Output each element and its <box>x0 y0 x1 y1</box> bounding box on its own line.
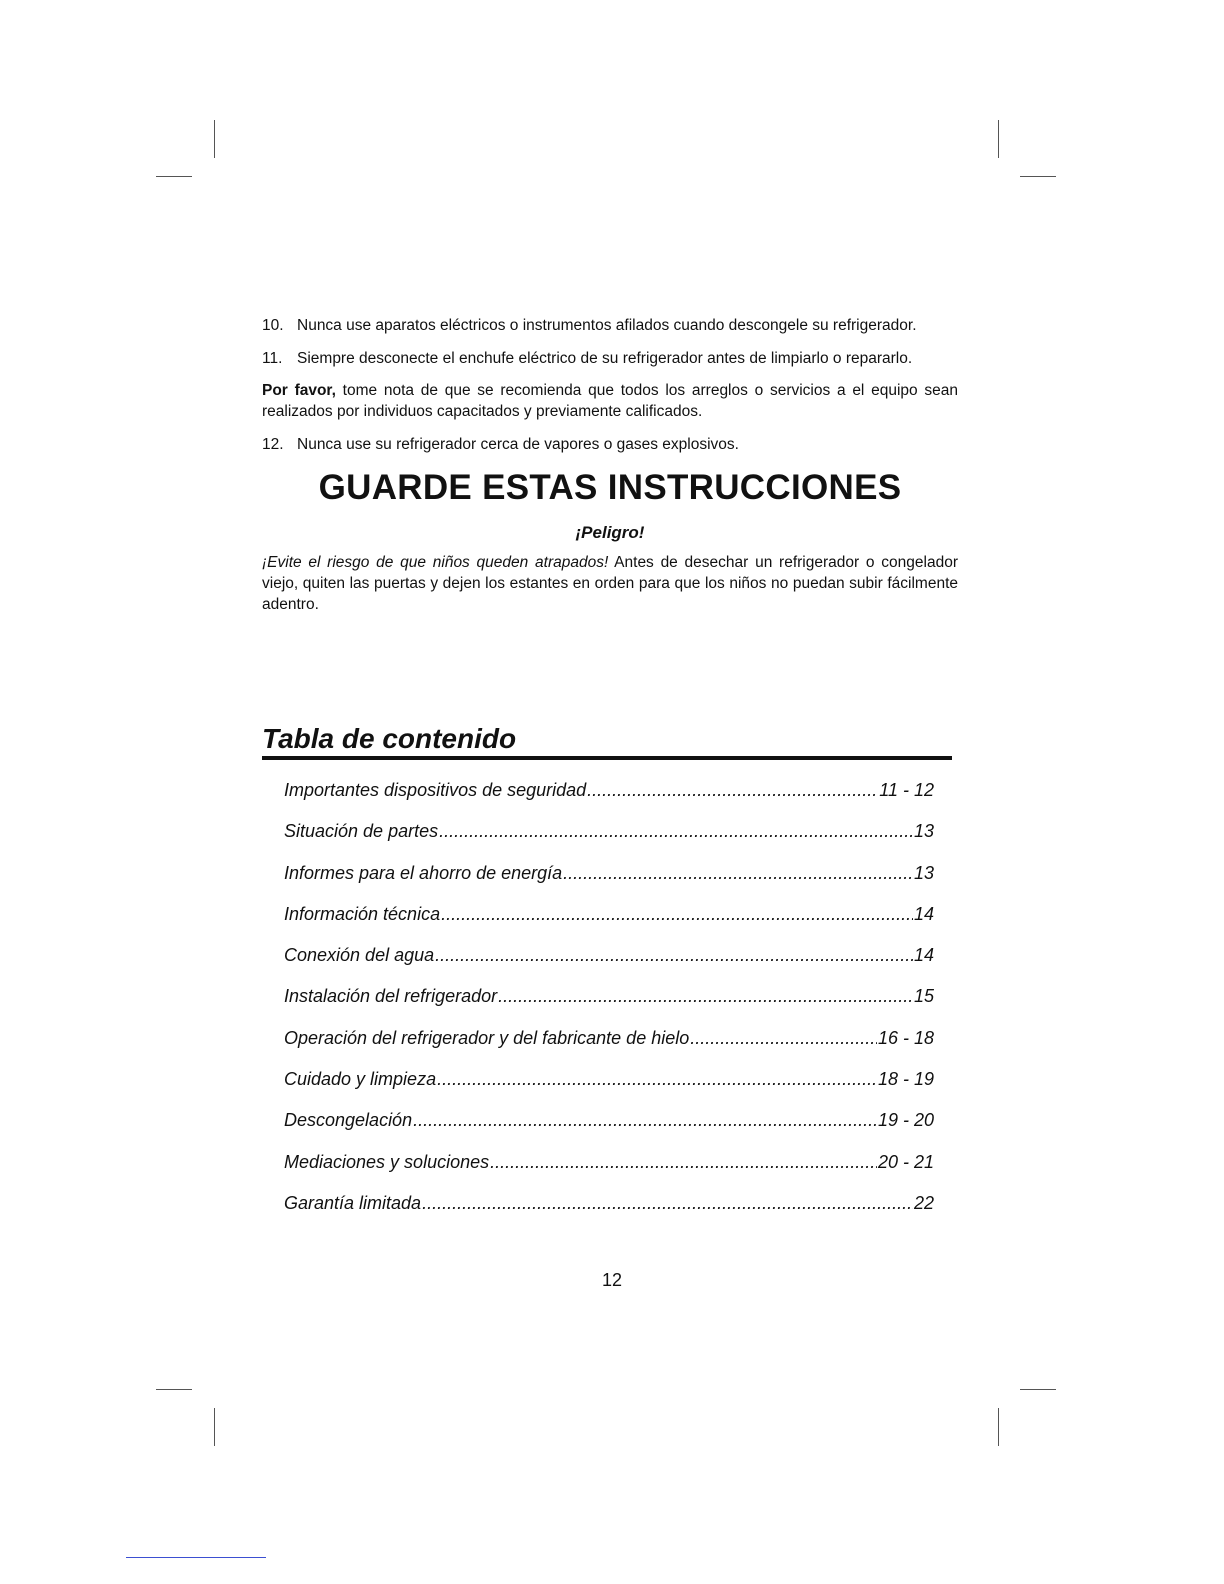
crop-mark <box>998 120 999 158</box>
list-item-text: Nunca use su refrigerador cerca de vapores o gases explosivos. <box>297 436 739 453</box>
toc-entry[interactable] <box>284 941 934 982</box>
toc-entry[interactable] <box>284 900 934 941</box>
service-note-lead: Por favor, <box>262 382 336 399</box>
toc-entry-page: 22 <box>913 1192 934 1213</box>
toc-leader-dots <box>690 1024 877 1052</box>
toc-entry-label: Descongelación <box>284 1110 413 1131</box>
service-note <box>262 380 958 422</box>
crop-mark <box>156 176 192 177</box>
danger-warning-lead: ¡Evite el riesgo de que niños queden atrapados! <box>262 554 609 571</box>
toc-entry-page: 18 - 19 <box>877 1069 934 1090</box>
toc-entry[interactable] <box>284 1106 934 1147</box>
danger-title: ¡Peligro! <box>575 523 645 542</box>
list-item <box>262 433 958 456</box>
page-number: 12 <box>601 1270 623 1290</box>
table-of-contents <box>284 776 934 1230</box>
toc-entry-page: 13 <box>913 821 934 842</box>
toc-entry-page: 14 <box>913 903 934 924</box>
toc-entry-label: Garantía limitada <box>284 1192 422 1213</box>
list-item <box>262 347 958 370</box>
toc-entry-page: 11 - 12 <box>879 780 934 800</box>
page-content <box>262 314 958 615</box>
toc-entry-page: 20 - 21 <box>877 1151 934 1172</box>
toc-entry[interactable] <box>284 1024 934 1065</box>
toc-leader-dots <box>439 817 913 845</box>
toc-entry-label: Informes para el ahorro de energía <box>284 862 563 883</box>
crop-mark <box>214 1408 215 1446</box>
toc-entry-page: 19 - 20 <box>877 1110 934 1131</box>
list-item <box>262 314 958 337</box>
list-item-number: 11. <box>262 350 283 367</box>
save-instructions-heading: GUARDE ESTAS INSTRUCCIONES <box>318 468 902 507</box>
toc-entry[interactable] <box>284 1189 934 1230</box>
toc-entry-label: Importantes dispositivos de seguridad <box>284 780 587 800</box>
danger-warning <box>262 552 958 615</box>
toc-entry[interactable] <box>284 982 934 1023</box>
toc-entry-label: Mediaciones y soluciones <box>284 1151 490 1172</box>
toc-entry-page: 16 - 18 <box>877 1027 934 1048</box>
toc-leader-dots <box>563 859 913 887</box>
toc-leader-dots <box>435 941 913 969</box>
toc-entry-page: 14 <box>913 945 934 966</box>
toc-entry[interactable] <box>284 859 934 900</box>
list-item-number: 10. <box>262 317 284 334</box>
toc-entry-label: Instalación del refrigerador <box>284 986 498 1007</box>
toc-entry-label: Situación de partes <box>284 821 439 842</box>
toc-leader-dots <box>413 1106 877 1134</box>
toc-leader-dots <box>441 900 913 928</box>
list-item-number: 12. <box>262 436 284 453</box>
toc-entry-page: 13 <box>913 862 934 883</box>
toc-entry[interactable] <box>284 1065 934 1106</box>
toc-leader-dots <box>587 776 878 804</box>
danger-warning-text: Antes de desechar un refrigerador o congelador viejo, quiten las puertas y dejen los estantes en orden para que los niños no puedan subir fácilmente adentro. <box>262 554 958 613</box>
crop-mark <box>156 1389 192 1390</box>
toc-entry-label: Cuidado y limpieza <box>284 1069 437 1090</box>
service-note-text: tome nota de que se recomienda que todos los arreglos o servicios a el equipo sean realizados por individuos capacitados y previamente calificados. <box>262 382 958 420</box>
toc-entry[interactable] <box>284 1148 934 1189</box>
toc-entry[interactable] <box>284 817 934 858</box>
crop-mark <box>1020 1389 1056 1390</box>
crop-mark <box>998 1408 999 1446</box>
link-underline <box>126 1557 266 1558</box>
crop-mark <box>1020 176 1056 177</box>
toc-entry-label: Conexión del agua <box>284 945 435 966</box>
toc-leader-dots <box>422 1189 913 1217</box>
toc-title: Tabla de contenido <box>262 722 952 760</box>
list-item-text: Siempre desconecte el enchufe eléctrico de su refrigerador antes de limpiarlo o repararlo. <box>297 350 913 367</box>
crop-mark <box>214 120 215 158</box>
toc-leader-dots <box>437 1065 877 1093</box>
toc-entry-page: 15 <box>913 986 934 1007</box>
toc-entry-label: Información técnica <box>284 903 441 924</box>
list-item-text: Nunca use aparatos eléctricos o instrumentos afilados cuando descongele su refrigerador. <box>297 317 917 334</box>
toc-entry-label: Operación del refrigerador y del fabricante de hielo <box>284 1027 690 1048</box>
toc-leader-dots <box>498 982 913 1010</box>
toc-entry[interactable] <box>284 776 934 817</box>
toc-leader-dots <box>490 1148 877 1176</box>
